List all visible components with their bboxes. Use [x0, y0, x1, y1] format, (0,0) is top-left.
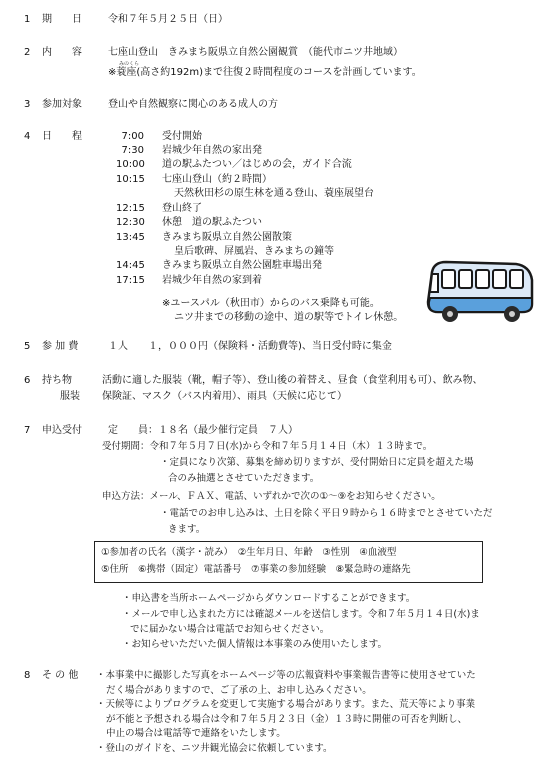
other-line-4: が不能と予想される場合は令和７年５月２３日（金）１３時に開催の可否を判断し、	[106, 714, 468, 725]
bus-icon	[424, 258, 536, 328]
method-note-2: きます。	[168, 524, 206, 535]
section-3-number: 3	[24, 99, 31, 110]
section-1-number: 1	[24, 14, 31, 25]
section-1-label: 期 日	[42, 14, 82, 25]
schedule-time: 13:45	[116, 232, 145, 243]
section-2-number: 2	[24, 47, 31, 58]
bus-note-2: ニツ井までの移動の途中、道の駅等でトイレ休憩。	[174, 312, 404, 323]
schedule-time: 7:00	[121, 131, 144, 142]
schedule-time: 10:15	[116, 174, 145, 185]
schedule-item: 岩城少年自然の家到着	[162, 275, 262, 286]
section-4-label: 日 程	[42, 131, 82, 142]
required-info-line-2: ⑤住所 ⑥携帯（固定）電話番号 ⑦事業の参加経験 ⑧緊急時の連絡先	[101, 564, 411, 575]
schedule-time: 7:30	[121, 145, 144, 156]
schedule-item: きみまち阪県立自然公園散策	[162, 232, 292, 243]
method-note-1: ・電話でのお申し込みは、土日を除く平日９時から１６時までとさせていただ	[160, 508, 493, 519]
content-line-1: 七座山登山 きみまち阪県立自然公園観賞 （能代市ニツ井地域）	[108, 47, 403, 58]
section-6-number: 6	[24, 375, 31, 386]
schedule-time: 17:15	[116, 275, 145, 286]
schedule-item: 道の駅ふたつい／はじめの会，ガイド合流	[162, 159, 352, 170]
section-7-label: 申込受付	[42, 425, 82, 436]
other-line-6: ・登山のガイドを、ニツ井観光協会に依頼しています。	[96, 743, 333, 754]
other-line-2: だく場合がありますので、ご了承の上、お申し込みください。	[106, 685, 372, 696]
application-note-1: ・申込書を当所ホームページからダウンロードすることができます。	[122, 593, 416, 604]
belongings-line-2: 保険証、マスク（バス内着用）、雨具（天候に応じて）	[102, 391, 347, 402]
schedule-time: 12:30	[116, 217, 145, 228]
period-note-1: ・定員になり次第、募集を締め切りますが、受付開始日に定員を超えた場	[160, 457, 474, 468]
fee-value: １人 １，０００円（保険料・活動費等)、当日受付時に集金	[108, 341, 392, 352]
section-2-label: 内 容	[42, 47, 82, 58]
section-4-number: 4	[24, 131, 31, 142]
required-info-line-1: ①参加者の氏名（漢字・読み） ②生年月日、年齢 ③性別 ④血液型	[101, 547, 397, 558]
other-line-3: ・天候等によりプログラムを変更して実施する場合があります。また、荒天等により事業	[96, 699, 476, 710]
section-5-label: 参 加 費	[42, 341, 79, 352]
method-value: 申込方法：メール、ＦＡＸ、電話、いずれかで次の①～⑨をお知らせください。	[102, 491, 441, 502]
schedule-time: 14:45	[116, 260, 145, 271]
period-note-2: 合のみ抽選とさせていただきます。	[168, 473, 320, 484]
content-line-2: ※蓑座(高さ約192m)まで往復２時間程度のコースを計画しています。	[108, 67, 422, 78]
application-note-2: ・メールで申し込まれた方には確認メールを送信します。令和７年５月１４日(水)ま	[122, 609, 480, 620]
section-6-sub-label: 服装	[60, 391, 80, 402]
section-6-label: 持ち物	[42, 375, 72, 386]
date-value: 令和７年５月２５日（日）	[108, 14, 228, 25]
schedule-item: きみまち阪県立自然公園駐車場出発	[162, 260, 322, 271]
section-8-number: 8	[24, 670, 31, 681]
section-8-label: そ の 他	[42, 670, 79, 681]
bus-note-1: ※ユースパル（秋田市）からのバス乗降も可能。	[162, 298, 380, 309]
section-5-number: 5	[24, 341, 31, 352]
schedule-item: 休憩 道の駅ふたつい	[162, 217, 262, 228]
capacity-value: 定 員：１８名（最少催行定員 ７人）	[108, 425, 298, 436]
belongings-line-1: 活動に適した服装（靴，帽子等）、登山後の着替え、昼食（食堂利用も可）、飲み物、	[102, 375, 483, 386]
ruby-minokura: みのくら	[119, 61, 140, 67]
schedule-item-detail: 皇后歌碑、屏風岩、きみまちの鐘等	[174, 246, 334, 257]
schedule-item: 七座山登山（約２時間）	[162, 174, 272, 185]
other-line-5: 中止の場合は電話等で連絡をいたします。	[106, 728, 286, 739]
other-line-1: ・本事業中に撮影した写真をホームページ等の広報資料や事業報告書等に使用させていた	[96, 670, 476, 681]
schedule-item: 岩城少年自然の家出発	[162, 145, 262, 156]
schedule-item: 登山終了	[162, 203, 202, 214]
schedule-item: 受付開始	[162, 131, 202, 142]
application-note-3: でに届かない場合は電話でお知らせください。	[130, 624, 330, 635]
target-value: 登山や自然観察に関心のある成人の方	[108, 99, 278, 110]
schedule-time: 12:15	[116, 203, 145, 214]
schedule-item-detail: 天然秋田杉の原生林を通る登山、蓑座展望台	[174, 188, 374, 199]
application-note-4: ・お知らせいただいた個人情報は本事業のみ使用いたします。	[122, 639, 387, 650]
period-value: 受付期間：令和７年５月７日(水)から令和７年５月１４日（木）１３時まで。	[102, 441, 433, 452]
schedule-time: 10:00	[116, 159, 145, 170]
section-3-label: 参加対象	[42, 99, 82, 110]
section-7-number: 7	[24, 425, 31, 436]
